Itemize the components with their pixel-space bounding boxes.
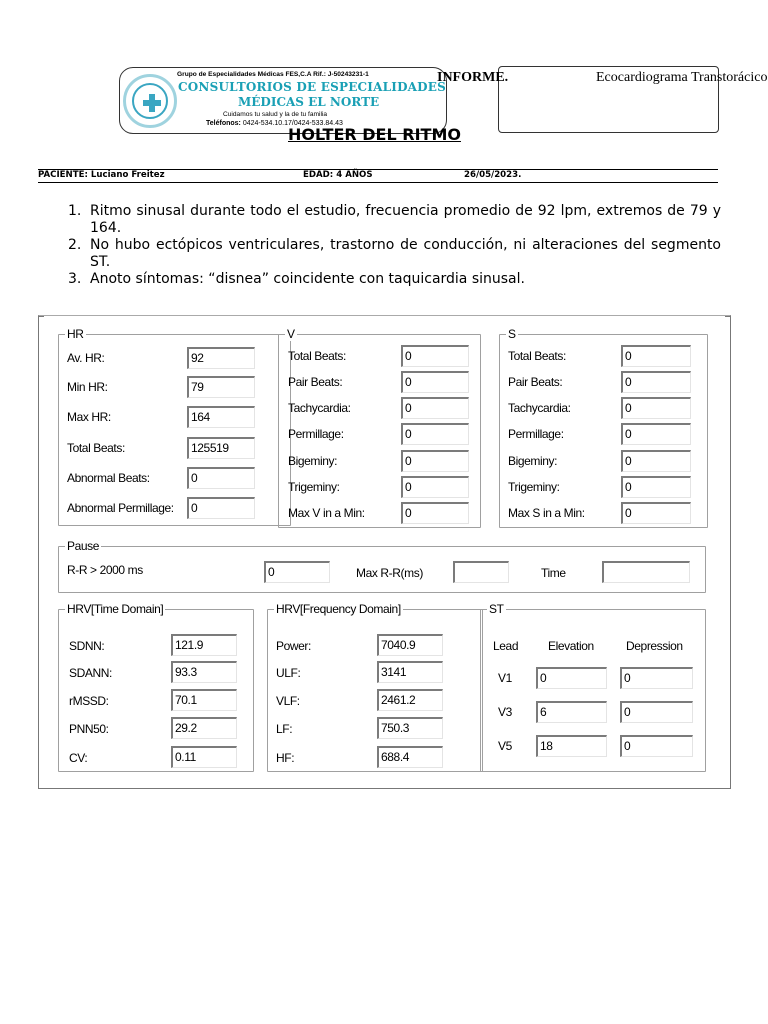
s-total-beats-field[interactable]: 0 (621, 345, 691, 367)
finding-item: 3. Anoto síntomas: “disnea” coincidente con taquicardia sinusal. (68, 271, 525, 287)
s-legend: S (508, 327, 516, 341)
hrv-frequency-group (267, 602, 483, 772)
max-s-in-a-min-field[interactable]: 0 (621, 502, 691, 524)
time-label: Time (541, 566, 566, 580)
pnn50-field[interactable]: 29.2 (171, 717, 237, 739)
s-permillage-field[interactable]: 0 (621, 423, 691, 445)
cv-field[interactable]: 0.11 (171, 746, 237, 768)
hrv-freq-label: VLF: (276, 694, 300, 708)
s-trigeminy-field[interactable]: 0 (621, 476, 691, 498)
st-v1-depression-field[interactable]: 0 (620, 667, 693, 689)
v-total-beats-field[interactable]: 0 (401, 345, 469, 367)
st-lead-label: V1 (498, 671, 512, 685)
abnormal-beats-field[interactable]: 0 (187, 467, 255, 489)
rr-2000-field[interactable]: 0 (264, 561, 330, 583)
hr-label: Max HR: (67, 410, 111, 424)
logo-company-line: Grupo de Especialidades Médicas FES,C.A Rif.: J-50243231-1 (177, 71, 369, 78)
patient-age: EDAD: 4 AÑOS (303, 170, 373, 180)
st-lead-label: V3 (498, 705, 512, 719)
logo-tagline: Cuidamos tu salud y la de tu familia (223, 111, 328, 118)
s-bigeminy-field[interactable]: 0 (621, 450, 691, 472)
st-v3-depression-field[interactable]: 0 (620, 701, 693, 723)
logo-name-line-1: CONSULTORIOS DE ESPECIALIDADES (178, 80, 447, 94)
hr-label: Total Beats: (67, 441, 125, 455)
max-rr-label: Max R-R(ms) (356, 566, 423, 580)
hr-label: Av. HR: (67, 351, 105, 365)
hrv-time-label: rMSSD: (69, 694, 109, 708)
rmssd-field[interactable]: 70.1 (171, 689, 237, 711)
s-label: Bigeminy: (508, 454, 558, 468)
divider-bottom (38, 182, 718, 183)
sdnn-field[interactable]: 121.9 (171, 634, 237, 656)
v-label: Tachycardia: (288, 401, 351, 415)
s-label: Trigeminy: (508, 480, 560, 494)
v-label: Permillage: (288, 427, 344, 441)
findings-list (68, 203, 721, 288)
v-legend: V (287, 327, 295, 341)
holter-results-panel (38, 315, 731, 789)
st-legend: ST (489, 602, 504, 616)
clinic-logo (119, 67, 447, 134)
st-lead-label: V5 (498, 739, 512, 753)
report-date: 26/05/2023. (464, 170, 522, 180)
hrv-time-label: CV: (69, 751, 88, 765)
s-label: Tachycardia: (508, 401, 571, 415)
s-label: Total Beats: (508, 349, 566, 363)
informe-label: INFORME. (437, 70, 509, 85)
s-label: Max S in a Min: (508, 506, 585, 520)
hrv-frequency-legend: HRV[Frequency Domain] (276, 602, 401, 616)
s-pair-beats-field[interactable]: 0 (621, 371, 691, 393)
hrv-time-label: SDANN: (69, 666, 112, 680)
hrv-freq-label: ULF: (276, 666, 301, 680)
v-label: Trigeminy: (288, 480, 340, 494)
s-label: Pair Beats: (508, 375, 563, 389)
hr-label: Min HR: (67, 380, 108, 394)
max-hr-field[interactable]: 164 (187, 406, 255, 428)
finding-item: 2. No hubo ectópicos ventriculares, trastorno de conducción, ni alteraciones del segmento ST. (68, 237, 721, 270)
s-label: Permillage: (508, 427, 564, 441)
st-lead-header: Lead (493, 639, 519, 653)
max-rr-field[interactable] (453, 561, 509, 583)
power-field[interactable]: 7040.9 (377, 634, 443, 656)
hr-legend: HR (67, 327, 84, 341)
v-tachycardia-field[interactable]: 0 (401, 397, 469, 419)
pause-legend: Pause (67, 539, 100, 553)
report-type: Ecocardiograma Transtorácico (596, 70, 768, 85)
logo-name-line-2: MÉDICAS EL NORTE (238, 95, 380, 109)
total-beats-field[interactable]: 125519 (187, 437, 255, 459)
hrv-time-label: PNN50: (69, 722, 109, 736)
min-hr-field[interactable]: 79 (187, 376, 255, 398)
time-field[interactable] (602, 561, 690, 583)
v-bigeminy-field[interactable]: 0 (401, 450, 469, 472)
rr-label: R-R > 2000 ms (67, 563, 143, 577)
ulf-field[interactable]: 3141 (377, 661, 443, 683)
vlf-field[interactable]: 2461.2 (377, 689, 443, 711)
finding-item: 1. Ritmo sinusal durante todo el estudio, frecuencia promedio de 92 lpm, extremos de 79 y 164. (68, 203, 721, 236)
hr-label: Abnormal Permillage: (67, 501, 174, 515)
st-elevation-header: Elevation (548, 639, 594, 653)
hrv-time-legend: HRV[Time Domain] (67, 602, 164, 616)
v-label: Pair Beats: (288, 375, 343, 389)
hrv-freq-label: Power: (276, 639, 311, 653)
v-trigeminy-field[interactable]: 0 (401, 476, 469, 498)
abnormal-permillage-field[interactable]: 0 (187, 497, 255, 519)
hrv-freq-label: HF: (276, 751, 295, 765)
hr-label: Abnormal Beats: (67, 471, 150, 485)
v-label: Total Beats: (288, 349, 346, 363)
st-v5-depression-field[interactable]: 0 (620, 735, 693, 757)
logo-phones: Teléfonos: 0424-534.10.17/0424-533.84.43 (206, 120, 343, 127)
max-v-in-a-min-field[interactable]: 0 (401, 502, 469, 524)
hrv-time-label: SDNN: (69, 639, 105, 653)
s-tachycardia-field[interactable]: 0 (621, 397, 691, 419)
st-v5-elevation-field[interactable]: 18 (536, 735, 607, 757)
page-title: HOLTER DEL RITMO (288, 125, 461, 144)
av-hr-field[interactable]: 92 (187, 347, 255, 369)
st-v1-elevation-field[interactable]: 0 (536, 667, 607, 689)
lf-field[interactable]: 750.3 (377, 717, 443, 739)
medical-seal-icon (123, 74, 177, 128)
v-pair-beats-field[interactable]: 0 (401, 371, 469, 393)
st-v3-elevation-field[interactable]: 6 (536, 701, 607, 723)
v-permillage-field[interactable]: 0 (401, 423, 469, 445)
hf-field[interactable]: 688.4 (377, 746, 443, 768)
sdann-field[interactable]: 93.3 (171, 661, 237, 683)
v-label: Max V in a Min: (288, 506, 365, 520)
hrv-freq-label: LF: (276, 722, 293, 736)
st-depression-header: Depression (626, 639, 683, 653)
v-label: Bigeminy: (288, 454, 338, 468)
patient-name: PACIENTE: Luciano Freitez (38, 170, 165, 180)
